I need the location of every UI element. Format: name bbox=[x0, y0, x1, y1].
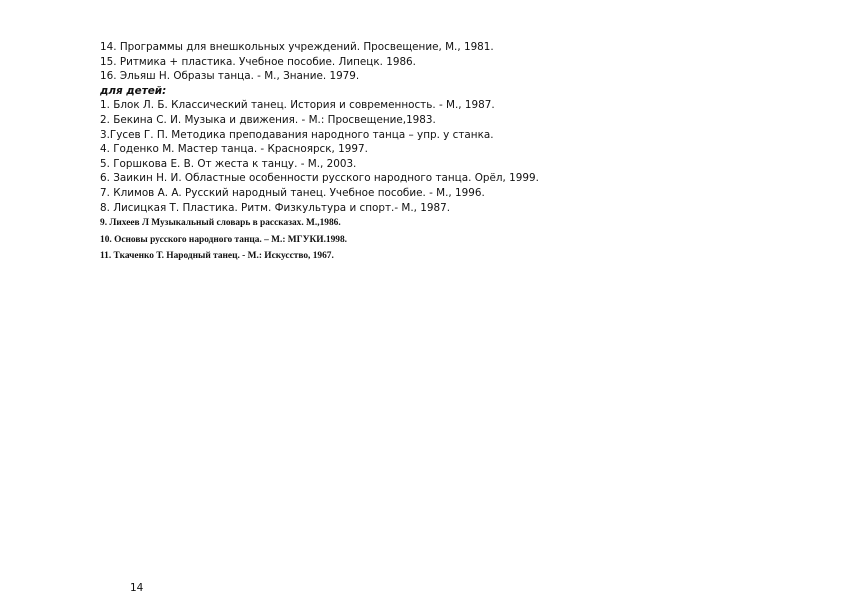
reference-item: 15. Ритмика + пластика. Учебное пособие. Липецк. 1986. bbox=[100, 55, 416, 68]
section-heading-children: для детей: bbox=[100, 84, 167, 97]
reference-item: 11. Ткаченко Т. Народный танец. - М.: Искусство, 1967. bbox=[100, 250, 334, 261]
reference-item: 7. Климов А. А. Русский народный танец. Учебное пособие. - М., 1996. bbox=[100, 186, 485, 199]
page-number: 14 bbox=[130, 582, 144, 594]
reference-item: 8. Лисицкая Т. Пластика. Ритм. Физкультура и спорт.- М., 1987. bbox=[100, 201, 450, 214]
reference-item: 10. Основы русского народного танца. – М.: МГУКИ.1998. bbox=[100, 234, 348, 245]
reference-item: 1. Блок Л. Б. Классический танец. История и современность. - М., 1987. bbox=[100, 99, 495, 112]
reference-item: 4. Годенко М. Мастер танца. - Красноярск, 1997. bbox=[100, 143, 368, 156]
reference-item: 9. Лихеев Л Музыкальный словарь в рассказах. М.,1986. bbox=[100, 218, 341, 229]
reference-item: 5. Горшкова Е. В. От жеста к танцу. - М., 2003. bbox=[100, 157, 357, 170]
reference-item: 14. Программы для внешкольных учреждений. Просвещение, М., 1981. bbox=[100, 41, 494, 53]
reference-item: 2. Бекина С. И. Музыка и движения. - М.: Просвещение,1983. bbox=[100, 113, 436, 126]
reference-item: 3.Гусев Г. П. Методика преподавания народного танца – упр. у станка. bbox=[100, 128, 494, 141]
reference-item: 6. Заикин Н. И. Областные особенности русского народного танца. Орёл, 1999. bbox=[100, 172, 539, 185]
bibliography-list bbox=[100, 40, 740, 264]
reference-item: 16. Эльяш Н. Образы танца. - М., Знание. 1979. bbox=[100, 70, 360, 83]
